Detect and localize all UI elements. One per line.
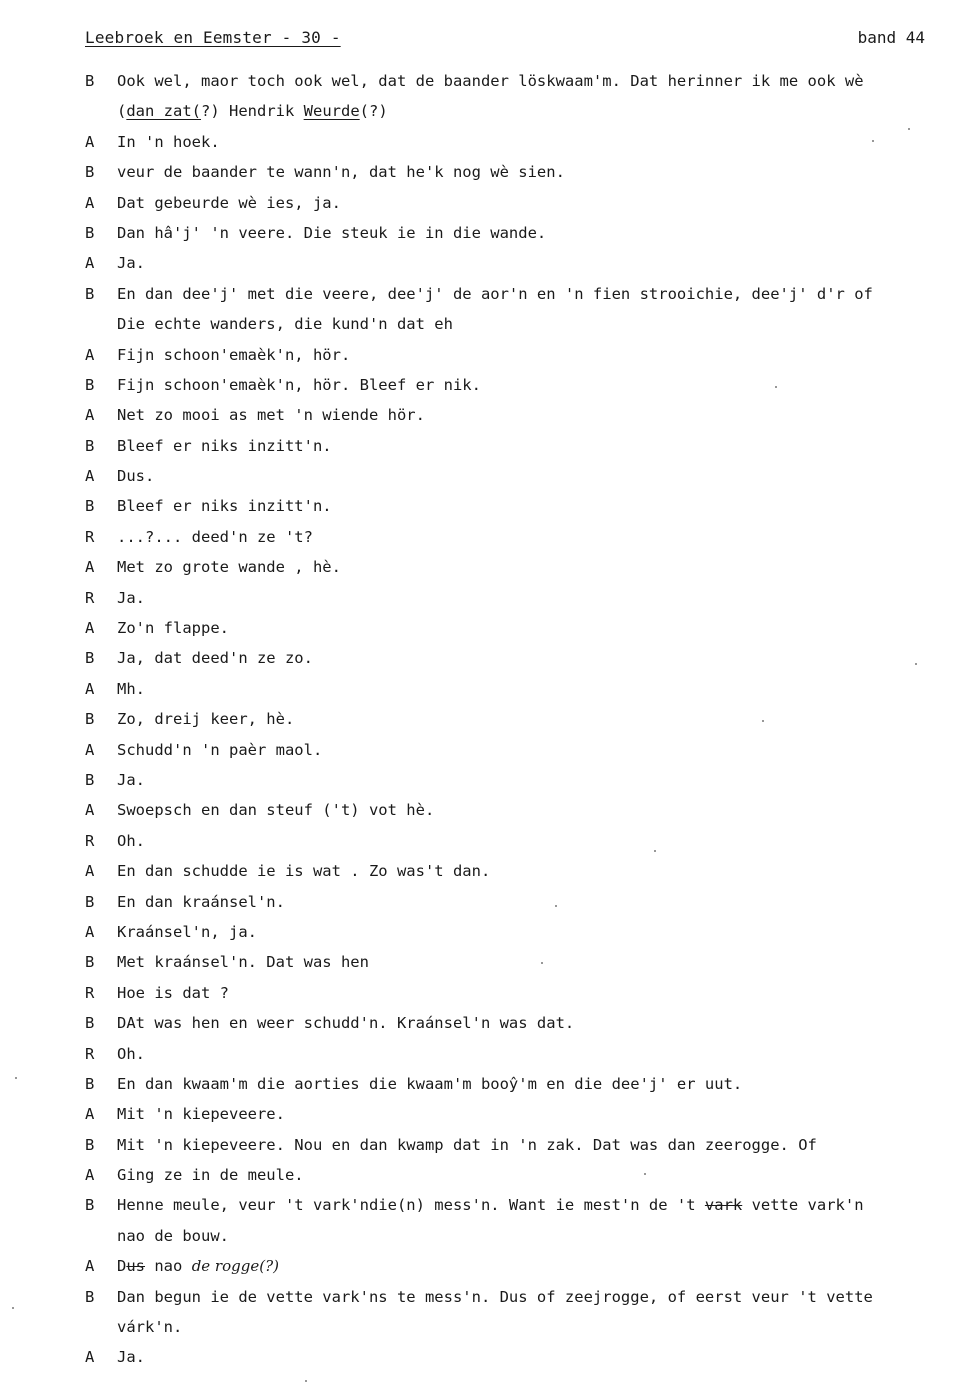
speaker-label: B bbox=[85, 953, 95, 972]
speaker-label: R bbox=[85, 831, 95, 850]
utterance-text: Ook wel, maor toch ook wel, dat de baander löskwaam'm. Dat herinner ik me ook wè bbox=[117, 72, 864, 90]
utterance-text: Ja. bbox=[117, 254, 145, 273]
scan-speck bbox=[775, 386, 777, 388]
utterance bbox=[85, 769, 973, 799]
utterance bbox=[85, 1012, 973, 1042]
utterance-text: Kraánsel'n, ja. bbox=[117, 922, 257, 941]
utterance-text: DAt was hen en weer schudd'n. Kraánsel'n was dat. bbox=[117, 1014, 575, 1033]
utterance bbox=[85, 739, 973, 769]
speaker-label: B bbox=[85, 1135, 95, 1154]
utterance bbox=[85, 283, 973, 313]
utterance bbox=[85, 1255, 973, 1285]
utterance bbox=[85, 982, 973, 1012]
utterance-text bbox=[117, 1194, 864, 1216]
utterance-text: Ja, dat deed'n ze zo. bbox=[117, 649, 313, 668]
document-title: Leebroek en Eemster - 30 - bbox=[85, 28, 341, 47]
utterance bbox=[85, 921, 973, 951]
utterance bbox=[85, 1164, 973, 1194]
utterance-text: En dan schudde ie is wat . Zo was't dan. bbox=[117, 862, 491, 881]
speaker-label: B bbox=[85, 892, 95, 911]
transcript-body bbox=[85, 70, 973, 1377]
utterance-text bbox=[117, 100, 388, 122]
scan-speck bbox=[541, 962, 543, 964]
scan-speck bbox=[305, 1380, 307, 1382]
tape-number: band 44 bbox=[857, 28, 925, 47]
utterance bbox=[85, 830, 973, 860]
utterance bbox=[85, 465, 973, 495]
speaker-label: B bbox=[85, 1074, 95, 1093]
utterance bbox=[85, 1073, 973, 1103]
scan-speck bbox=[15, 1077, 17, 1079]
utterance bbox=[85, 891, 973, 921]
speaker-label: A bbox=[85, 558, 95, 577]
utterance-text: Oh. bbox=[117, 831, 145, 850]
speaker-label: R bbox=[85, 588, 95, 607]
utterance-text: Ja. bbox=[117, 1348, 145, 1367]
utterance-continuation bbox=[85, 1225, 973, 1255]
utterance-text: Ja. bbox=[117, 770, 145, 789]
utterance bbox=[85, 617, 973, 647]
utterance bbox=[85, 131, 973, 161]
speaker-label: B bbox=[85, 770, 95, 789]
speaker-label: R bbox=[85, 983, 95, 1002]
speaker-label: A bbox=[85, 862, 95, 881]
page-header bbox=[85, 28, 933, 54]
utterance-text: Dus. bbox=[117, 467, 155, 486]
utterance-text: Mh. bbox=[117, 679, 145, 698]
scan-speck bbox=[654, 850, 656, 852]
text-segment: vette vark'n bbox=[742, 1196, 864, 1215]
speaker-label: B bbox=[85, 163, 95, 182]
utterance-text: nao de bouw. bbox=[117, 1226, 229, 1245]
utterance bbox=[85, 1103, 973, 1133]
utterance-text: Swoepsch en dan steuf ('t) vot hè. bbox=[117, 801, 435, 820]
speaker-label: A bbox=[85, 619, 95, 638]
speaker-label: B bbox=[85, 1287, 95, 1306]
utterance bbox=[85, 344, 973, 374]
text-segment: D bbox=[117, 1257, 127, 1276]
speaker-label: A bbox=[85, 345, 95, 364]
utterance-text: Met kraánsel'n. Dat was hen bbox=[117, 953, 369, 972]
utterance bbox=[85, 1134, 973, 1164]
speaker-label: A bbox=[85, 132, 95, 151]
utterance-text: Dan begun ie de vette vark'ns te mess'n. Dus of zeejrogge, of eerst veur 't vette bbox=[117, 1287, 873, 1306]
handwritten-annotation: de rogge(?) bbox=[191, 1257, 279, 1276]
utterance-text: Bleef er niks inzitt'n. bbox=[117, 436, 332, 455]
utterance-continuation bbox=[85, 313, 973, 343]
utterance-text: En dan dee'j' met die veere, dee'j' de aor'n en 'n fien strooichie, dee'j' d'r of bbox=[117, 284, 873, 303]
utterance bbox=[85, 587, 973, 617]
struck-text: vark bbox=[704, 1196, 743, 1215]
speaker-label: A bbox=[85, 801, 95, 820]
utterance-text: Fijn schoon'emaèk'n, hör. Bleef er nik. bbox=[117, 375, 481, 394]
speaker-label: B bbox=[85, 436, 95, 455]
speaker-label: B bbox=[85, 223, 95, 242]
speaker-label: A bbox=[85, 679, 95, 698]
text-segment: Henne meule, veur 't vark'ndie(n) mess'n. Want ie mest'n de 't bbox=[117, 1196, 705, 1215]
utterance-text: Net zo mooi as met 'n wiende hör. bbox=[117, 406, 425, 425]
speaker-label: B bbox=[85, 1196, 95, 1215]
speaker-label: A bbox=[85, 467, 95, 486]
speaker-label: A bbox=[85, 193, 95, 212]
utterance-text: Die echte wanders, die kund'n dat eh bbox=[117, 315, 453, 334]
utterance-text: Mit 'n kiepeveere. bbox=[117, 1105, 285, 1124]
utterance-text: várk'n. bbox=[117, 1318, 183, 1337]
utterance-text: En dan kraánsel'n. bbox=[117, 892, 285, 911]
utterance bbox=[85, 647, 973, 677]
utterance-text: Zo, dreij keer, hè. bbox=[117, 710, 295, 729]
speaker-label: A bbox=[85, 1257, 95, 1276]
scan-speck bbox=[915, 663, 917, 665]
speaker-label: A bbox=[85, 1166, 95, 1185]
speaker-label: B bbox=[85, 649, 95, 668]
utterance bbox=[85, 374, 973, 404]
utterance-continuation bbox=[85, 100, 973, 130]
utterance-text bbox=[117, 1255, 279, 1277]
text-segment: (?) bbox=[359, 102, 388, 121]
utterance-text: Ja. bbox=[117, 588, 145, 607]
underlined-text: Weurde bbox=[303, 102, 360, 121]
utterance bbox=[85, 1043, 973, 1073]
utterance bbox=[85, 495, 973, 525]
speaker-label: B bbox=[85, 710, 95, 729]
utterance-text: Bleef er niks inzitt'n. bbox=[117, 497, 332, 516]
utterance-text: Met zo grote wande , hè. bbox=[117, 558, 341, 577]
utterance bbox=[85, 708, 973, 738]
utterance-continuation bbox=[85, 1316, 973, 1346]
utterance-text: Dat gebeurde wè ies, ja. bbox=[117, 193, 341, 212]
utterance-text: Hoe is dat ? bbox=[117, 983, 229, 1002]
utterance bbox=[85, 222, 973, 252]
utterance bbox=[85, 192, 973, 222]
speaker-label: A bbox=[85, 922, 95, 941]
text-segment: ?) Hendrik bbox=[201, 102, 304, 121]
underlined-text: dan zat( bbox=[126, 102, 201, 121]
utterance bbox=[85, 70, 973, 100]
scan-speck bbox=[908, 128, 910, 130]
speaker-label: B bbox=[85, 72, 95, 90]
utterance bbox=[85, 526, 973, 556]
utterance bbox=[85, 1286, 973, 1316]
speaker-label: A bbox=[85, 1105, 95, 1124]
utterance bbox=[85, 951, 973, 981]
utterance-text: Schudd'n 'n paèr maol. bbox=[117, 740, 323, 759]
utterance-text: Fijn schoon'emaèk'n, hör. bbox=[117, 345, 351, 364]
utterance bbox=[85, 1194, 973, 1224]
utterance bbox=[85, 860, 973, 890]
utterance bbox=[85, 678, 973, 708]
utterance bbox=[85, 799, 973, 829]
utterance bbox=[85, 161, 973, 191]
text-segment: ( bbox=[117, 102, 127, 121]
speaker-label: A bbox=[85, 254, 95, 273]
utterance-text: Oh. bbox=[117, 1044, 145, 1063]
utterance bbox=[85, 404, 973, 434]
speaker-label: R bbox=[85, 1044, 95, 1063]
scan-speck bbox=[644, 1173, 646, 1175]
utterance-text: En dan kwaam'm die aorties die kwaam'm booŷ'm en die dee'j' er uut. bbox=[117, 1074, 743, 1093]
utterance-text: In 'n hoek. bbox=[117, 132, 220, 151]
speaker-label: B bbox=[85, 375, 95, 394]
utterance bbox=[85, 556, 973, 586]
speaker-label: A bbox=[85, 1348, 95, 1367]
utterance-text: Mit 'n kiepeveere. Nou en dan kwamp dat in 'n zak. Dat was dan zeerogge. Of bbox=[117, 1135, 817, 1154]
utterance bbox=[85, 435, 973, 465]
utterance-text: Zo'n flappe. bbox=[117, 619, 229, 638]
speaker-label: B bbox=[85, 284, 95, 303]
utterance-text: veur de baander te wann'n, dat he'k nog wè sien. bbox=[117, 163, 565, 182]
utterance-text: Dan hâ'j' 'n veere. Die steuk ie in die wande. bbox=[117, 223, 547, 242]
speaker-label: A bbox=[85, 406, 95, 425]
scan-speck bbox=[555, 905, 557, 907]
speaker-label: A bbox=[85, 740, 95, 759]
utterance-text: Ging ze in de meule. bbox=[117, 1166, 304, 1185]
scan-speck bbox=[872, 140, 874, 142]
scan-speck bbox=[762, 720, 764, 722]
utterance-text: ...?... deed'n ze 't? bbox=[117, 527, 313, 546]
text-segment: nao bbox=[145, 1257, 192, 1276]
utterance bbox=[85, 1346, 973, 1376]
struck-text: us bbox=[126, 1257, 146, 1276]
speaker-label: R bbox=[85, 527, 95, 546]
speaker-label: B bbox=[85, 1014, 95, 1033]
utterance bbox=[85, 252, 973, 282]
scan-speck bbox=[12, 1307, 14, 1309]
speaker-label: B bbox=[85, 497, 95, 516]
